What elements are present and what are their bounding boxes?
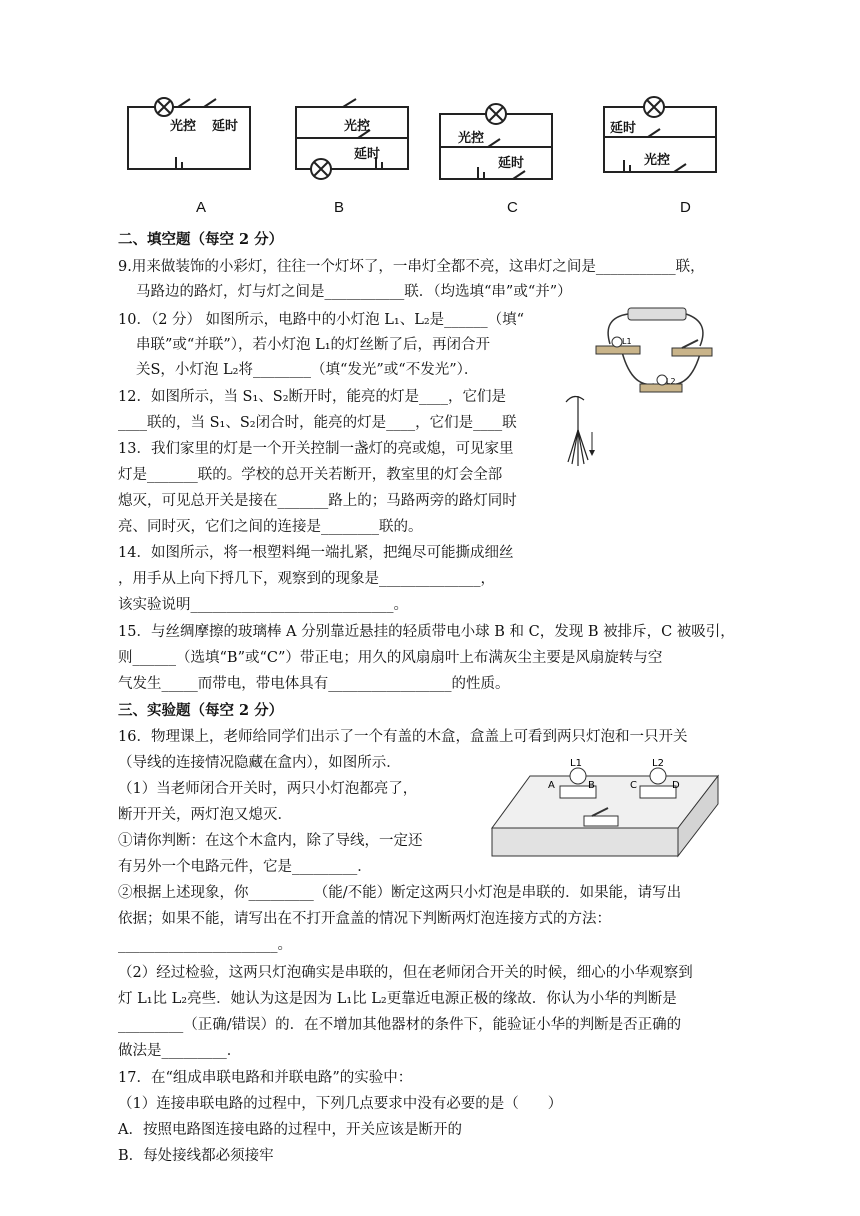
q14-line-1: 14．如图所示，将一根塑料绳一端扎紧，把绳尽可能撕成细丝 bbox=[118, 545, 514, 561]
q16-reason-line-2: 依据；如果不能，请写出在不打开盒盖的情况下判断两灯泡连接方式的方法： bbox=[118, 911, 611, 927]
q16-line-2: （导线的连接情况隐藏在盒内），如图所示． bbox=[118, 755, 401, 771]
q16-part2-line-4: 做法是_________． bbox=[118, 1043, 242, 1059]
label-delay-a: 延时 bbox=[212, 119, 239, 134]
q16-line-1: 16．物理课上，老师给同学们出示了一个有盖的木盒，盒盖上可看到两只灯泡和一只开关 bbox=[118, 729, 688, 745]
q15-line-1: 15．与丝绸摩擦的玻璃棒 A 分别靠近悬挂的轻质带电小球 B 和 C，发现 B 被排斥，C 被吸引， bbox=[118, 624, 735, 640]
box-lamp-l2: L2 bbox=[652, 758, 664, 769]
q15-line-2: 则______（选填“B”或“C”）带正电；用久的风扇扇叶上布满灰尘主要是风扇旋转与空 bbox=[118, 650, 663, 666]
terminal-a: A bbox=[548, 780, 555, 791]
q17-option-a: A．按照电路图连接电路的过程中，开关应该是断开的 bbox=[118, 1122, 462, 1138]
caption-d: D bbox=[680, 199, 691, 216]
terminal-b: B bbox=[588, 780, 595, 791]
q16-judge-line-1: ①请你判断：在这个木盒内，除了导线，一定还 bbox=[118, 833, 423, 849]
label-delay-c: 延时 bbox=[498, 156, 525, 171]
q9-line-2: 马路边的路灯，灯与灯之间是___________联．（均选填“串”或“并”） bbox=[136, 284, 572, 300]
q16-reason-line-1: ②根据上述现象，你_________（能/不能）断定这两只小灯泡是串联的．如果能，请写出 bbox=[118, 885, 682, 901]
wooden-box-figure bbox=[490, 758, 720, 862]
q16-part1-line-1: （1）当老师闭合开关时，两只小灯泡都亮了， bbox=[118, 781, 418, 797]
label-light-control-c: 光控 bbox=[458, 131, 485, 146]
terminal-d: D bbox=[672, 780, 680, 791]
caption-b: B bbox=[334, 199, 345, 216]
box-lamp-l1: L1 bbox=[570, 758, 582, 769]
q16-part2-line-3: _________（正确/错误）的．在不增加其他器材的条件下，能验证小华的判断是否正确的 bbox=[118, 1017, 682, 1033]
q13-line-2: 灯是_______联的。学校的总开关若断开，教室里的灯会全部 bbox=[118, 467, 503, 483]
q17-option-b: B．每处接线都必须接牢 bbox=[118, 1148, 274, 1164]
q10-line-2: 串联”或“并联”），若小灯泡 L₁的灯丝断了后，再闭合开 bbox=[136, 337, 491, 353]
plastic-rope-figure bbox=[558, 390, 598, 472]
q17-part1-question: （1）连接串联电路的过程中，下列几点要求中没有必要的是（ ） bbox=[118, 1096, 563, 1112]
label-delay-b: 延时 bbox=[354, 147, 381, 162]
terminal-c: C bbox=[630, 780, 637, 791]
section-fill-in-heading: 二、填空题（每空 2 分） bbox=[118, 231, 284, 248]
q16-reason-line-3: ______________________。 bbox=[118, 937, 292, 953]
q15-line-3: 气发生_____而带电，带电体具有_________________的性质。 bbox=[118, 676, 510, 692]
q13-line-1: 13．我们家里的灯是一个开关控制一盏灯的亮或熄，可见家里 bbox=[118, 441, 514, 457]
q10-circuit-figure bbox=[592, 304, 716, 396]
q17-line-1: 17．在“组成串联电路和并联电路”的实验中： bbox=[118, 1070, 413, 1086]
q13-line-3: 熄灭，可见总开关是接在_______路上的；马路两旁的路灯同时 bbox=[118, 493, 517, 509]
q14-line-2: ，用手从上向下捋几下，观察到的现象是______________， bbox=[118, 571, 495, 587]
q16-judge-line-2: 有另外一个电路元件，它是_________． bbox=[118, 859, 372, 875]
label-light-control-a: 光控 bbox=[170, 119, 197, 134]
q9-line-1: 9.用来做装饰的小彩灯，往往一个灯坏了，一串灯全都不亮，这串灯之间是___________联， bbox=[118, 259, 705, 275]
lamp-l2-label: L2 bbox=[666, 377, 676, 386]
q13-line-4: 亮、同时灭，它们之间的连接是________联的。 bbox=[118, 519, 423, 535]
q10-line-1: 10．（2 分） 如图所示，电路中的小灯泡 L₁、L₂是______（填“ bbox=[118, 312, 525, 328]
q14-line-3: 该实验说明____________________________。 bbox=[118, 597, 408, 613]
q10-line-3: 关S，小灯泡 L₂将________（填“发光”或“不发光”）． bbox=[136, 362, 479, 378]
q12-line-2: ____联的，当 S₁、S₂闭合时，能亮的灯是____，它们是____联 bbox=[118, 415, 517, 431]
q12-line-1: 12．如图所示，当 S₁、S₂断开时，能亮的灯是____，它们是 bbox=[118, 389, 507, 405]
label-light-control-b: 光控 bbox=[344, 119, 371, 134]
section-experiment-heading: 三、实验题（每空 2 分） bbox=[118, 702, 284, 719]
caption-a: A bbox=[196, 199, 207, 216]
lamp-l1-label: L1 bbox=[622, 337, 632, 346]
circuit-diagrams bbox=[118, 92, 728, 187]
q16-part2-line-1: （2）经过检验，这两只灯泡确实是串联的，但在老师闭合开关的时候，细心的小华观察到 bbox=[118, 965, 693, 981]
label-delay-d: 延时 bbox=[610, 121, 637, 136]
caption-c: C bbox=[507, 199, 518, 216]
label-light-control-d: 光控 bbox=[644, 153, 671, 168]
q16-part2-line-2: 灯 L₁比 L₂亮些．她认为这是因为 L₁比 L₂更靠近电源正极的缘故．你认为小华的判断是 bbox=[118, 991, 677, 1007]
q16-part1-line-2: 断开开关，两灯泡又熄灭． bbox=[118, 807, 292, 823]
